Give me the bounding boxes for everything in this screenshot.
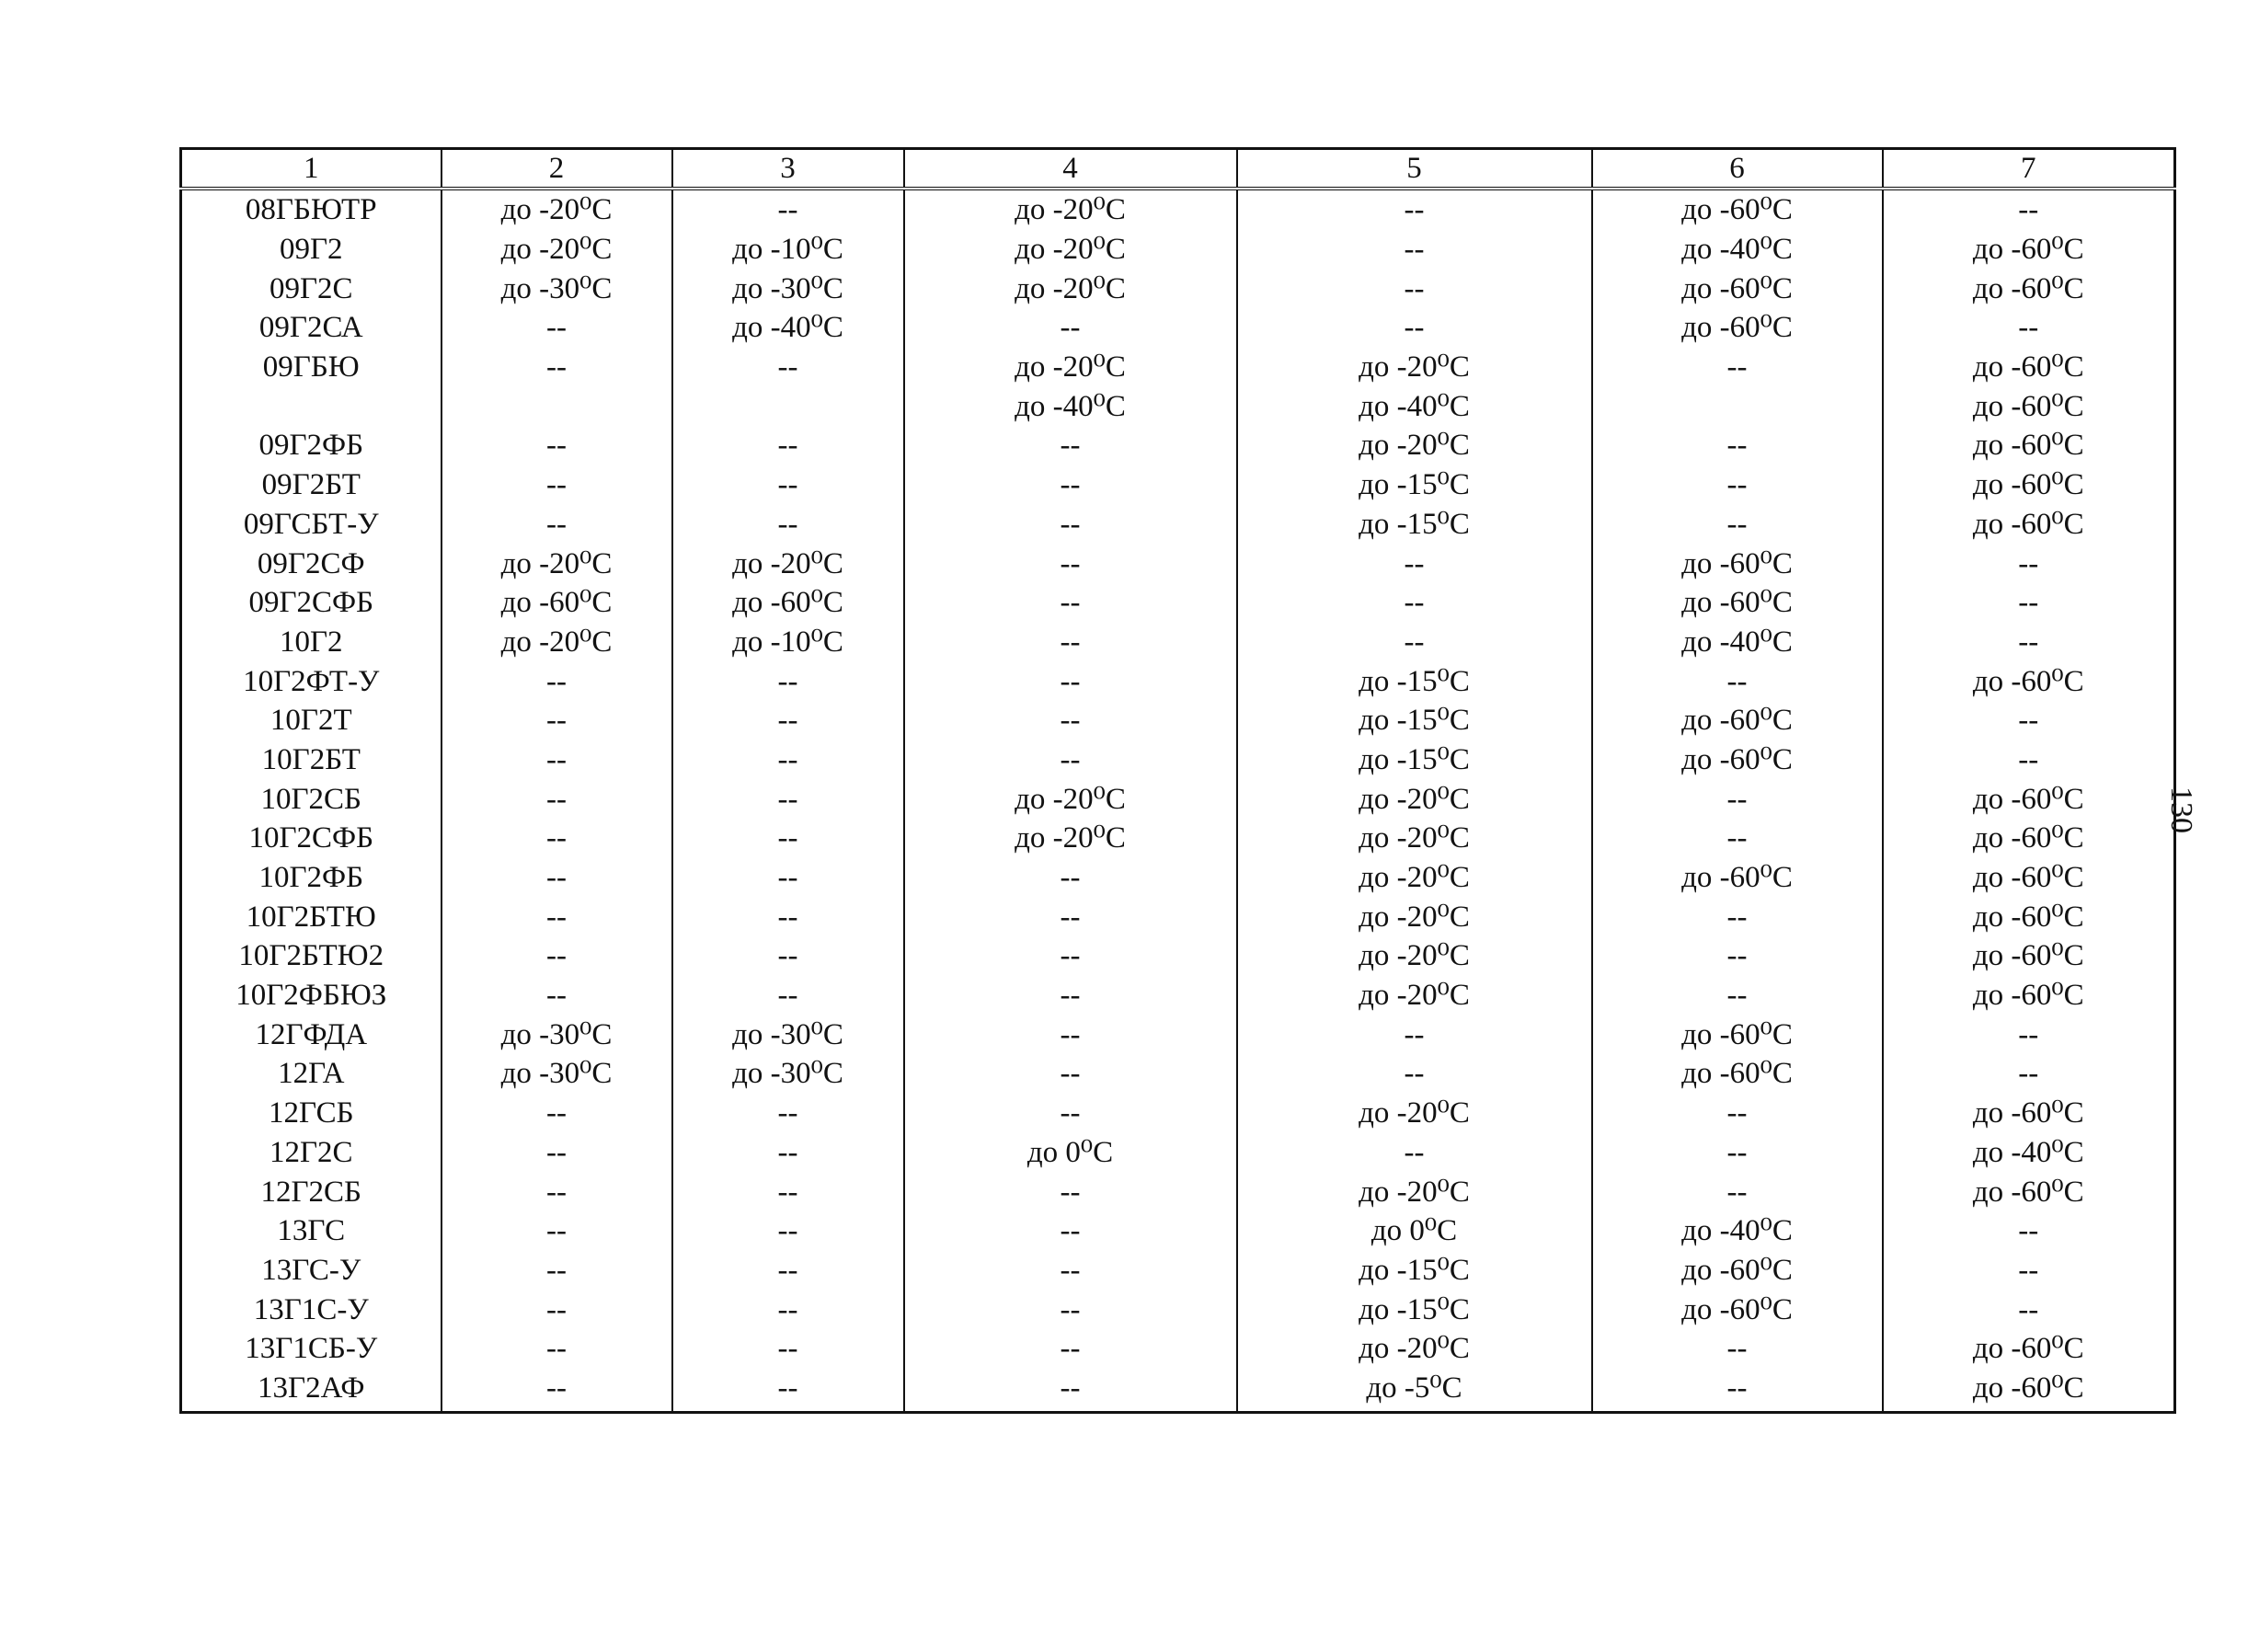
col4-cell: -- — [904, 308, 1237, 348]
col2-cell: до -30⁰С — [441, 1054, 672, 1094]
col3-cell: -- — [672, 1251, 904, 1291]
col2-cell: до -20⁰С — [441, 230, 672, 270]
col4-cell: -- — [904, 701, 1237, 740]
steel-grade-cell: 12ГФДА — [181, 1015, 441, 1054]
col3-cell: -- — [672, 1211, 904, 1251]
col6-cell: до -40⁰С — [1592, 1211, 1883, 1251]
col2-cell: -- — [441, 1172, 672, 1211]
steel-grade-cell: 10Г2ФБЮЗ — [181, 976, 441, 1015]
col2-cell: -- — [441, 779, 672, 819]
steel-grade-cell: 10Г2СФБ — [181, 819, 441, 858]
col7-cell: до -60⁰С — [1883, 505, 2175, 545]
column-header-3: 3 — [672, 149, 904, 189]
table-row — [181, 348, 2175, 387]
steel-grade-cell: 09Г2ФБ — [181, 426, 441, 465]
col4-cell: до -40⁰С — [904, 386, 1237, 426]
col7-cell: -- — [1883, 583, 2175, 623]
steel-grade-cell: 10Г2БТ — [181, 740, 441, 780]
col4-cell: -- — [904, 1015, 1237, 1054]
steel-grade-cell: 10Г2БТЮ — [181, 897, 441, 936]
steel-grade-cell: 09Г2СА — [181, 308, 441, 348]
col2-cell — [441, 386, 672, 426]
col6-cell: -- — [1592, 426, 1883, 465]
col3-cell: -- — [672, 701, 904, 740]
col6-cell: -- — [1592, 1329, 1883, 1369]
col7-cell: -- — [1883, 1251, 2175, 1291]
steel-grade-cell: 09Г2 — [181, 230, 441, 270]
col5-cell: -- — [1237, 1133, 1592, 1173]
col4-cell: -- — [904, 858, 1237, 898]
col5-cell: -- — [1237, 1054, 1592, 1094]
col3-cell: -- — [672, 779, 904, 819]
col3-cell: -- — [672, 1369, 904, 1413]
col6-cell: до -40⁰С — [1592, 623, 1883, 662]
col3-cell: до -60⁰С — [672, 583, 904, 623]
steel-grade-cell: 10Г2ФБ — [181, 858, 441, 898]
col4-cell: до -20⁰С — [904, 779, 1237, 819]
col7-cell: до -60⁰С — [1883, 1329, 2175, 1369]
col7-cell: до -60⁰С — [1883, 230, 2175, 270]
col4-cell: -- — [904, 1290, 1237, 1329]
col2-cell: -- — [441, 1094, 672, 1133]
col3-cell: -- — [672, 858, 904, 898]
col2-cell: -- — [441, 1133, 672, 1173]
col3-cell: до -30⁰С — [672, 269, 904, 308]
col5-cell: -- — [1237, 1015, 1592, 1054]
table-row — [181, 936, 2175, 976]
col7-cell: до -40⁰С — [1883, 1133, 2175, 1173]
table-row — [181, 1015, 2175, 1054]
col6-cell: -- — [1592, 661, 1883, 701]
steel-grade-cell: 10Г2 — [181, 623, 441, 662]
table-row — [181, 897, 2175, 936]
col7-cell: до -60⁰С — [1883, 1094, 2175, 1133]
table-body — [181, 189, 2175, 1413]
col6-cell: до -60⁰С — [1592, 740, 1883, 780]
table-row — [181, 1329, 2175, 1369]
column-header-5: 5 — [1237, 149, 1592, 189]
col2-cell: -- — [441, 426, 672, 465]
col3-cell: -- — [672, 1094, 904, 1133]
col5-cell: -- — [1237, 269, 1592, 308]
col6-cell: до -60⁰С — [1592, 1054, 1883, 1094]
col6-cell: -- — [1592, 1172, 1883, 1211]
col2-cell: -- — [441, 1329, 672, 1369]
col2-cell: до -30⁰С — [441, 269, 672, 308]
table-row — [181, 544, 2175, 583]
table-row — [181, 189, 2175, 230]
col4-cell: -- — [904, 1251, 1237, 1291]
steel-grade-cell: 13ГС-У — [181, 1251, 441, 1291]
col6-cell: до -60⁰С — [1592, 583, 1883, 623]
col4-cell: -- — [904, 1054, 1237, 1094]
col3-cell: до -20⁰С — [672, 544, 904, 583]
col7-cell: -- — [1883, 740, 2175, 780]
col5-cell: до -15⁰С — [1237, 661, 1592, 701]
table-row — [181, 858, 2175, 898]
col6-cell: до -40⁰С — [1592, 230, 1883, 270]
steel-grade-cell: 12ГА — [181, 1054, 441, 1094]
col5-cell: до -40⁰С — [1237, 386, 1592, 426]
col4-cell: -- — [904, 661, 1237, 701]
col5-cell: до -20⁰С — [1237, 1094, 1592, 1133]
table-row — [181, 308, 2175, 348]
table-row — [181, 701, 2175, 740]
col3-cell — [672, 386, 904, 426]
col2-cell: -- — [441, 465, 672, 505]
col7-cell: -- — [1883, 544, 2175, 583]
col7-cell: -- — [1883, 1054, 2175, 1094]
column-header-6: 6 — [1592, 149, 1883, 189]
steel-grade-cell: 13ГС — [181, 1211, 441, 1251]
col3-cell: -- — [672, 661, 904, 701]
steel-grade-cell: 10Г2СБ — [181, 779, 441, 819]
col6-cell: -- — [1592, 1133, 1883, 1173]
col6-cell: -- — [1592, 348, 1883, 387]
column-header-7: 7 — [1883, 149, 2175, 189]
column-header-1: 1 — [181, 149, 441, 189]
col2-cell: -- — [441, 936, 672, 976]
col6-cell: -- — [1592, 505, 1883, 545]
steel-grade-cell: 10Г2Т — [181, 701, 441, 740]
table-row — [181, 426, 2175, 465]
table-row — [181, 1290, 2175, 1329]
col7-cell: до -60⁰С — [1883, 897, 2175, 936]
col6-cell: -- — [1592, 779, 1883, 819]
col7-cell: -- — [1883, 1015, 2175, 1054]
col3-cell: -- — [672, 976, 904, 1015]
col3-cell: -- — [672, 189, 904, 230]
header-row — [181, 149, 2175, 189]
col3-cell: -- — [672, 1172, 904, 1211]
steel-grade-cell: 13Г1СБ-У — [181, 1329, 441, 1369]
steel-grade-cell: 09Г2СФБ — [181, 583, 441, 623]
col4-cell: -- — [904, 505, 1237, 545]
col4-cell: до -20⁰С — [904, 269, 1237, 308]
table-row — [181, 505, 2175, 545]
col7-cell: до -60⁰С — [1883, 1172, 2175, 1211]
col3-cell: -- — [672, 1329, 904, 1369]
col4-cell: -- — [904, 897, 1237, 936]
col7-cell: до -60⁰С — [1883, 858, 2175, 898]
col3-cell: до -30⁰С — [672, 1054, 904, 1094]
col6-cell: -- — [1592, 976, 1883, 1015]
col6-cell: до -60⁰С — [1592, 858, 1883, 898]
col5-cell: -- — [1237, 189, 1592, 230]
col5-cell: -- — [1237, 308, 1592, 348]
col6-cell: до -60⁰С — [1592, 1290, 1883, 1329]
col2-cell: -- — [441, 897, 672, 936]
col5-cell: до -20⁰С — [1237, 1329, 1592, 1369]
col3-cell: до -30⁰С — [672, 1015, 904, 1054]
col5-cell: до -20⁰С — [1237, 819, 1592, 858]
col7-cell: до -60⁰С — [1883, 386, 2175, 426]
col5-cell: до -20⁰С — [1237, 858, 1592, 898]
col7-cell: до -60⁰С — [1883, 661, 2175, 701]
col2-cell: -- — [441, 819, 672, 858]
col4-cell: до 0⁰С — [904, 1133, 1237, 1173]
col2-cell: до -60⁰С — [441, 583, 672, 623]
col2-cell: до -20⁰С — [441, 623, 672, 662]
col3-cell: -- — [672, 936, 904, 976]
col4-cell: до -20⁰С — [904, 819, 1237, 858]
col4-cell: -- — [904, 623, 1237, 662]
steel-grade-cell: 12Г2СБ — [181, 1172, 441, 1211]
col4-cell: до -20⁰С — [904, 348, 1237, 387]
col7-cell: до -60⁰С — [1883, 976, 2175, 1015]
col7-cell: -- — [1883, 701, 2175, 740]
col4-cell: -- — [904, 1369, 1237, 1413]
steel-grade-cell: 08ГБЮТР — [181, 189, 441, 230]
col3-cell: до -40⁰С — [672, 308, 904, 348]
col6-cell: -- — [1592, 1094, 1883, 1133]
col2-cell: -- — [441, 348, 672, 387]
steel-grade-cell: 12ГСБ — [181, 1094, 441, 1133]
col3-cell: -- — [672, 465, 904, 505]
col7-cell: -- — [1883, 623, 2175, 662]
table-row — [181, 819, 2175, 858]
col4-cell: -- — [904, 1329, 1237, 1369]
col3-cell: -- — [672, 505, 904, 545]
table-row — [181, 583, 2175, 623]
col7-cell: до -60⁰С — [1883, 936, 2175, 976]
col6-cell: -- — [1592, 465, 1883, 505]
table-row — [181, 1369, 2175, 1413]
col5-cell: до -15⁰С — [1237, 1251, 1592, 1291]
table-row — [181, 230, 2175, 270]
col7-cell: до -60⁰С — [1883, 819, 2175, 858]
col5-cell: до -20⁰С — [1237, 426, 1592, 465]
col2-cell: -- — [441, 976, 672, 1015]
steel-grade-cell: 09Г2С — [181, 269, 441, 308]
col2-cell: -- — [441, 505, 672, 545]
col5-cell: до -20⁰С — [1237, 976, 1592, 1015]
col6-cell: -- — [1592, 1369, 1883, 1413]
col2-cell: -- — [441, 1251, 672, 1291]
table-row — [181, 740, 2175, 780]
col5-cell: до -15⁰С — [1237, 465, 1592, 505]
steel-grade-cell: 10Г2БТЮ2 — [181, 936, 441, 976]
col4-cell: -- — [904, 426, 1237, 465]
col2-cell: -- — [441, 858, 672, 898]
col3-cell: до -10⁰С — [672, 623, 904, 662]
table-row — [181, 661, 2175, 701]
col7-cell: до -60⁰С — [1883, 465, 2175, 505]
table-row — [181, 1172, 2175, 1211]
col6-cell: до -60⁰С — [1592, 269, 1883, 308]
col2-cell: -- — [441, 1211, 672, 1251]
col4-cell: до -20⁰С — [904, 230, 1237, 270]
table-row — [181, 976, 2175, 1015]
table-row — [181, 1211, 2175, 1251]
col5-cell: до -15⁰С — [1237, 505, 1592, 545]
table-row — [181, 269, 2175, 308]
table-row — [181, 1251, 2175, 1291]
col2-cell: -- — [441, 740, 672, 780]
col3-cell: до -10⁰С — [672, 230, 904, 270]
col6-cell: до -60⁰С — [1592, 1251, 1883, 1291]
steel-temperature-table — [179, 147, 2176, 1414]
col2-cell: -- — [441, 308, 672, 348]
steel-grade-cell: 09ГБЮ — [181, 348, 441, 387]
col5-cell: -- — [1237, 544, 1592, 583]
col6-cell: до -60⁰С — [1592, 308, 1883, 348]
steel-grade-cell — [181, 386, 441, 426]
col4-cell: -- — [904, 583, 1237, 623]
col4-cell: -- — [904, 465, 1237, 505]
col6-cell: до -60⁰С — [1592, 1015, 1883, 1054]
col4-cell: -- — [904, 1094, 1237, 1133]
col2-cell: -- — [441, 1369, 672, 1413]
steel-grade-cell: 10Г2ФТ-У — [181, 661, 441, 701]
steel-grade-cell: 13Г1С-У — [181, 1290, 441, 1329]
col6-cell: -- — [1592, 819, 1883, 858]
col5-cell: -- — [1237, 623, 1592, 662]
col5-cell: до -20⁰С — [1237, 348, 1592, 387]
col3-cell: -- — [672, 819, 904, 858]
steel-grade-cell: 12Г2С — [181, 1133, 441, 1173]
col6-cell: до -60⁰С — [1592, 189, 1883, 230]
col2-cell: -- — [441, 701, 672, 740]
col4-cell: -- — [904, 544, 1237, 583]
col7-cell: до -60⁰С — [1883, 779, 2175, 819]
table-row — [181, 1094, 2175, 1133]
table-row — [181, 779, 2175, 819]
col5-cell: -- — [1237, 583, 1592, 623]
col4-cell: -- — [904, 1211, 1237, 1251]
col3-cell: -- — [672, 348, 904, 387]
page-number: 130 — [2164, 786, 2198, 833]
col3-cell: -- — [672, 897, 904, 936]
col7-cell: -- — [1883, 308, 2175, 348]
col5-cell: до -15⁰С — [1237, 701, 1592, 740]
steel-grade-cell: 09Г2БТ — [181, 465, 441, 505]
steel-grade-cell: 09ГСБТ-У — [181, 505, 441, 545]
col4-cell: -- — [904, 1172, 1237, 1211]
steel-grade-cell: 13Г2АФ — [181, 1369, 441, 1413]
col6-cell: -- — [1592, 897, 1883, 936]
col2-cell: до -20⁰С — [441, 189, 672, 230]
col7-cell: до -60⁰С — [1883, 348, 2175, 387]
column-header-2: 2 — [441, 149, 672, 189]
col5-cell: -- — [1237, 230, 1592, 270]
col2-cell: до -20⁰С — [441, 544, 672, 583]
col6-cell: до -60⁰С — [1592, 701, 1883, 740]
col6-cell — [1592, 386, 1883, 426]
col7-cell: до -60⁰С — [1883, 1369, 2175, 1413]
table-row — [181, 465, 2175, 505]
col5-cell: до -5⁰С — [1237, 1369, 1592, 1413]
col2-cell: до -30⁰С — [441, 1015, 672, 1054]
col7-cell: до -60⁰С — [1883, 426, 2175, 465]
col6-cell: до -60⁰С — [1592, 544, 1883, 583]
col7-cell: -- — [1883, 1290, 2175, 1329]
col4-cell: до -20⁰С — [904, 189, 1237, 230]
col7-cell: -- — [1883, 189, 2175, 230]
col5-cell: до 0⁰С — [1237, 1211, 1592, 1251]
col5-cell: до -20⁰С — [1237, 1172, 1592, 1211]
table-row — [181, 1054, 2175, 1094]
col6-cell: -- — [1592, 936, 1883, 976]
col4-cell: -- — [904, 936, 1237, 976]
col2-cell: -- — [441, 1290, 672, 1329]
col5-cell: до -20⁰С — [1237, 897, 1592, 936]
col3-cell: -- — [672, 426, 904, 465]
col4-cell: -- — [904, 740, 1237, 780]
col5-cell: до -20⁰С — [1237, 779, 1592, 819]
col5-cell: до -20⁰С — [1237, 936, 1592, 976]
col2-cell: -- — [441, 661, 672, 701]
col7-cell: до -60⁰С — [1883, 269, 2175, 308]
col5-cell: до -15⁰С — [1237, 740, 1592, 780]
column-header-4: 4 — [904, 149, 1237, 189]
col7-cell: -- — [1883, 1211, 2175, 1251]
col5-cell: до -15⁰С — [1237, 1290, 1592, 1329]
steel-grade-cell: 09Г2СФ — [181, 544, 441, 583]
table-row — [181, 1133, 2175, 1173]
table-row — [181, 386, 2175, 426]
col3-cell: -- — [672, 1290, 904, 1329]
table-row — [181, 623, 2175, 662]
col4-cell: -- — [904, 976, 1237, 1015]
col3-cell: -- — [672, 1133, 904, 1173]
col3-cell: -- — [672, 740, 904, 780]
